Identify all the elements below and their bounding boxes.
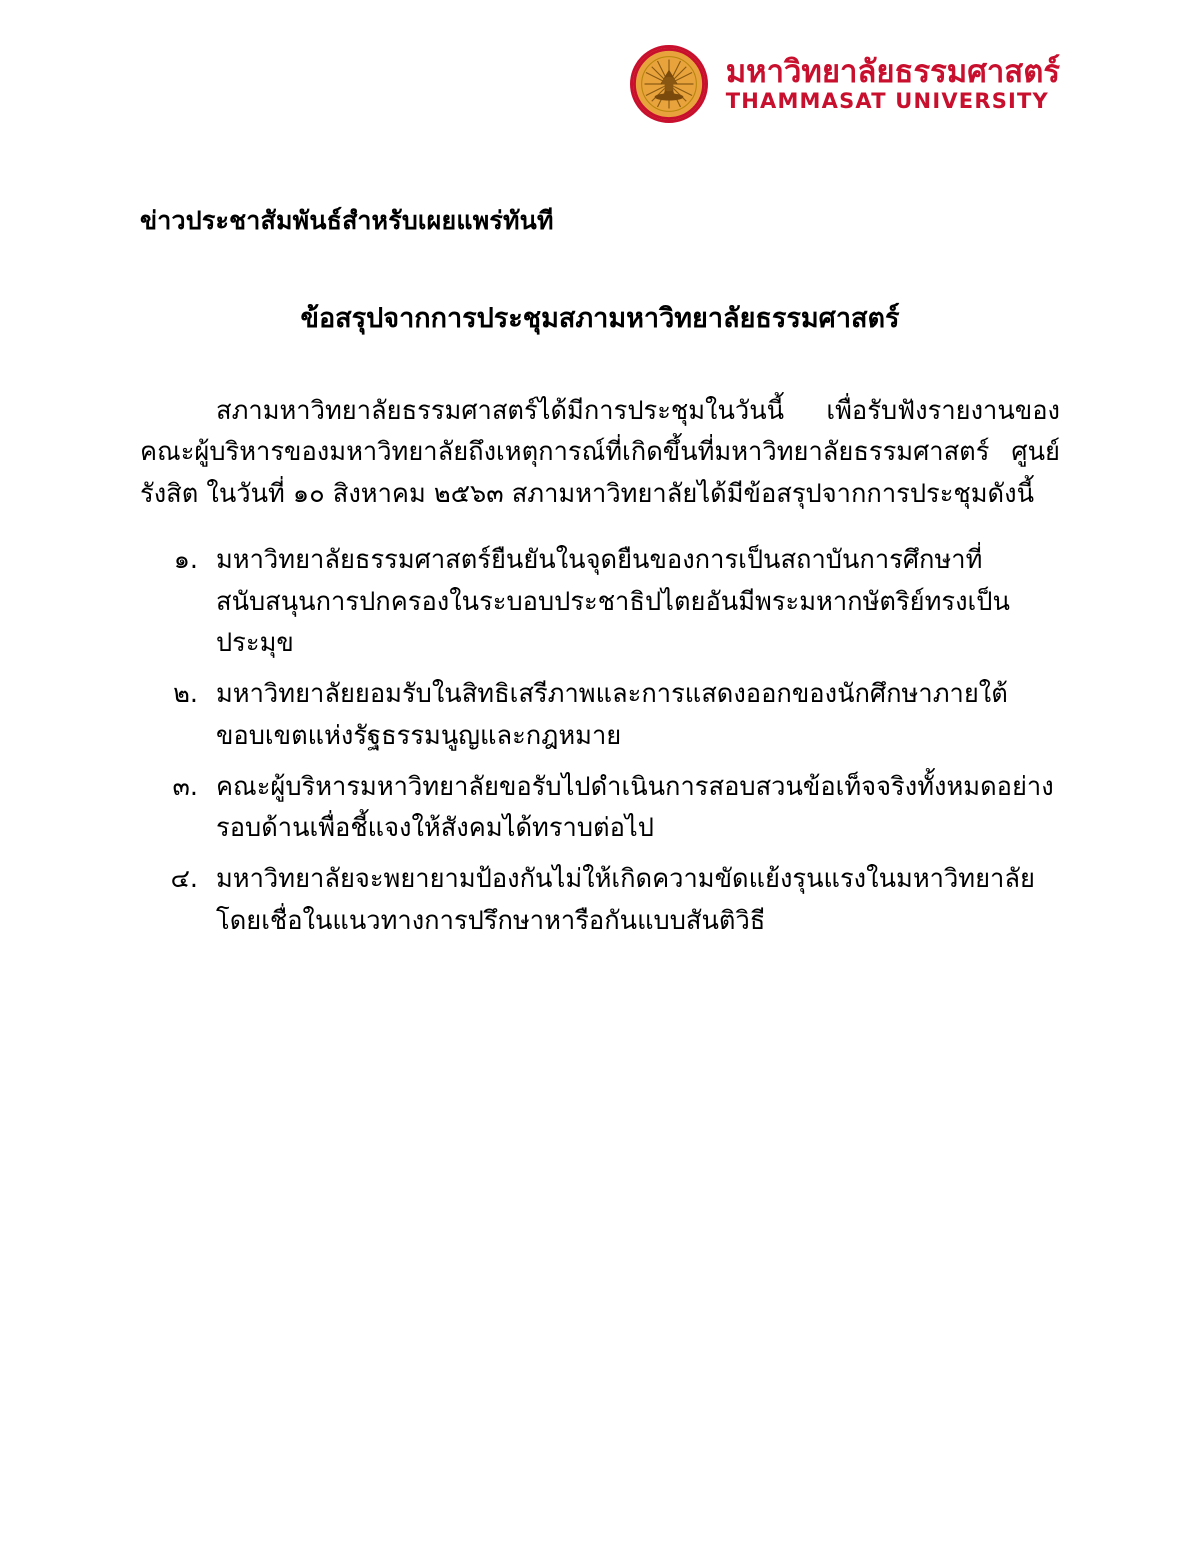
thammasat-seal-icon (630, 45, 708, 123)
wordmark-english: THAMMASAT UNIVERSITY (725, 89, 1049, 114)
university-logo (630, 45, 1060, 123)
list-item-text: คณะผู้บริหารมหาวิทยาลัยขอรับไปดำเนินการสอบสวนข้อเท็จจริงทั้งหมดอย่างรอบด้านเพื่อชี้แจงให้สังคมได้ทราบต่อไป (216, 771, 1054, 844)
list-item-marker: ๓. (172, 771, 198, 802)
intro-paragraph: สภามหาวิทยาลัยธรรมศาสตร์ได้มีการประชุมในวันนี้ เพื่อรับฟังรายงานของคณะผู้บริหารของมหาวิทยาลัยถึงเหตุการณ์ที่เกิดขึ้นที่มหาวิทยาลัยธรรมศาสตร์ ศูนย์รังสิต ในวันที่ ๑๐ สิงหาคม ๒๕๖๓ สภามหาวิทยาลัยได้มีข้อสรุปจากการประชุมดังนี้ (140, 396, 1060, 509)
list-item-text: มหาวิทยาลัยจะพยายามป้องกันไม่ให้เกิดความขัดแย้งรุนแรงในมหาวิทยาลัย โดยเชื่อในแนวทางการปรึกษาหารือกันแบบสันติวิธี (216, 864, 1035, 936)
list-item (140, 540, 1060, 664)
list-item-text: มหาวิทยาลัยธรรมศาสตร์ยืนยันในจุดยืนของการเป็นสถาบันการศึกษาที่สนับสนุนการปกครองในระบอบประชาธิปไตยอันมีพระมหากษัตริย์ทรงเป็นประมุข (216, 545, 1010, 658)
list-item-marker: ๑. (173, 545, 198, 576)
list-item (140, 859, 1060, 942)
list-item-marker: ๔. (170, 864, 198, 895)
list-item-text: มหาวิทยาลัยยอมรับในสิทธิเสรีภาพและการแสดงออกของนักศึกษาภายใต้ขอบเขตแห่งรัฐธรรมนูญและกฎหมาย (216, 679, 1008, 751)
list-item (140, 767, 1060, 850)
letterhead (0, 0, 1200, 123)
wordmark-thai: มหาวิทยาลัยธรรมศาสตร์ (725, 53, 1060, 90)
press-release-label: ข่าวประชาสัมพันธ์สำหรับเผยแพร่ทันที (140, 206, 554, 235)
summary-points-list (140, 540, 1060, 942)
page-title: ข้อสรุปจากการประชุมสภามหาวิทยาลัยธรรมศาสตร์ (300, 303, 900, 334)
document-body (0, 201, 1200, 942)
university-wordmark (725, 53, 1060, 114)
list-item-marker: ๒. (173, 679, 198, 710)
list-item (140, 674, 1060, 757)
